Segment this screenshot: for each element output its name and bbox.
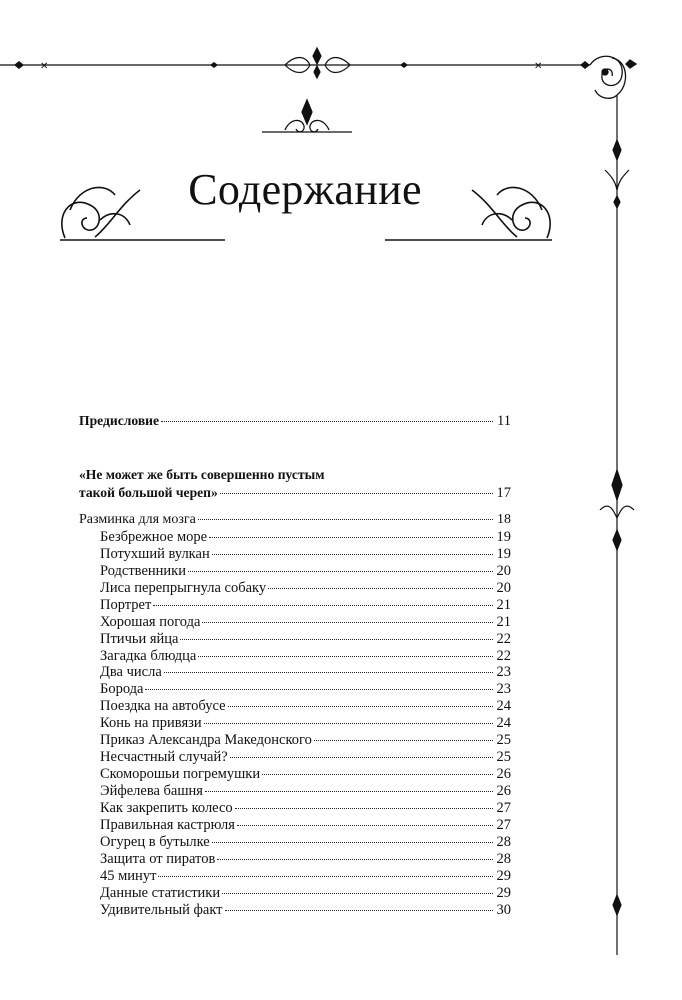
toc-entry-label: Конь на привязи bbox=[100, 715, 202, 732]
toc-entry-label: Родственники bbox=[100, 562, 186, 579]
toc-entry-label: Поездка на автобусе bbox=[100, 698, 226, 715]
toc-entry-label: Портрет bbox=[100, 596, 152, 613]
toc-entry bbox=[79, 783, 511, 800]
leader-dots bbox=[235, 808, 493, 809]
toc-entry-page: 24 bbox=[496, 698, 511, 715]
toc-entry bbox=[79, 868, 511, 885]
toc-entry bbox=[79, 817, 511, 834]
toc-entry bbox=[79, 800, 511, 817]
toc-entry-label: Несчастный случай? bbox=[100, 749, 228, 766]
leader-dots bbox=[180, 639, 493, 640]
toc-entry-label: Загадка блюдца bbox=[100, 647, 197, 664]
leader-dots bbox=[212, 554, 493, 555]
leader-dots bbox=[204, 723, 493, 724]
toc-entry-page: 11 bbox=[497, 413, 511, 429]
toc-entry-page: 20 bbox=[496, 562, 511, 579]
svg-text:✕: ✕ bbox=[40, 61, 49, 72]
toc-entry bbox=[79, 664, 511, 681]
toc-entry-page: 24 bbox=[496, 715, 511, 732]
toc-entry-label: Лиса перепрыгнула собаку bbox=[100, 579, 267, 596]
toc-entry-page: 20 bbox=[496, 579, 511, 596]
leader-dots bbox=[164, 672, 493, 673]
toc-entry-page: 25 bbox=[496, 749, 511, 766]
leader-dots bbox=[222, 893, 493, 894]
toc-entry-label: Предисловие bbox=[79, 413, 160, 428]
toc-entry-label: Безбрежное море bbox=[100, 528, 208, 545]
toc-entry-page: 19 bbox=[496, 528, 511, 545]
title-top-ornament bbox=[262, 100, 352, 132]
leader-dots bbox=[161, 421, 493, 422]
toc-entry bbox=[79, 648, 511, 665]
toc-entry bbox=[79, 546, 511, 563]
leader-dots bbox=[188, 571, 493, 572]
toc-entry-label: Удивительный факт bbox=[100, 901, 223, 918]
toc-entry bbox=[79, 715, 511, 732]
toc-entry-label: Защита от пиратов bbox=[100, 850, 216, 867]
leader-dots bbox=[198, 656, 493, 657]
toc-entry-page: 19 bbox=[496, 545, 511, 562]
toc-entry bbox=[79, 631, 511, 648]
leader-dots bbox=[220, 493, 493, 494]
toc-subitems bbox=[79, 529, 511, 919]
toc-entry bbox=[79, 834, 511, 851]
toc-entry bbox=[79, 885, 511, 902]
toc-entry-label: Хорошая погода bbox=[100, 613, 201, 630]
toc-entry-page: 25 bbox=[496, 732, 511, 749]
toc-entry-label: Приказ Александра Македонского bbox=[100, 732, 312, 749]
leader-dots bbox=[198, 519, 493, 520]
toc-entry-label: Два числа bbox=[100, 664, 162, 681]
toc-entry-label: Разминка для мозга bbox=[79, 512, 196, 527]
toc-entry-page: 18 bbox=[497, 512, 511, 527]
leader-dots bbox=[209, 537, 493, 538]
toc-entry-page: 26 bbox=[496, 783, 511, 799]
toc-entry bbox=[79, 732, 511, 749]
toc-entry-label: Потухший вулкан bbox=[100, 545, 210, 562]
top-center-ornament bbox=[285, 48, 350, 78]
toc-entry-page: 28 bbox=[496, 833, 511, 850]
toc-entry bbox=[79, 597, 511, 614]
toc-entry-label: Скоморошьи погремушки bbox=[100, 766, 261, 783]
toc-entry-page: 26 bbox=[496, 766, 511, 783]
toc-entry-page: 29 bbox=[496, 867, 511, 884]
toc-entry-page: 27 bbox=[496, 816, 511, 833]
toc-entry-page: 22 bbox=[496, 630, 511, 647]
toc-entry bbox=[79, 902, 511, 919]
toc-entry-page: 28 bbox=[496, 850, 511, 867]
toc-entry bbox=[79, 749, 511, 766]
leader-dots bbox=[145, 689, 493, 690]
toc-entry bbox=[79, 681, 511, 698]
toc-entry-label: Огурец в бутылке bbox=[100, 833, 210, 850]
toc-entry-page: 21 bbox=[496, 613, 511, 630]
leader-dots bbox=[158, 876, 493, 877]
table-of-contents bbox=[79, 412, 511, 919]
toc-entry-page: 30 bbox=[496, 901, 511, 918]
leader-dots bbox=[212, 842, 493, 843]
toc-entry-label-line2: такой большой череп» bbox=[79, 485, 218, 500]
toc-entry-page: 27 bbox=[496, 799, 511, 816]
toc-entry bbox=[79, 698, 511, 715]
toc-entry-chapter bbox=[79, 466, 511, 502]
toc-entry-label: 45 минут bbox=[100, 867, 157, 884]
corner-flourish bbox=[590, 56, 636, 98]
toc-entry bbox=[79, 529, 511, 546]
toc-entry-label: Как закрепить колесо bbox=[100, 799, 233, 816]
toc-entry-section bbox=[79, 512, 511, 529]
toc-entry-preface bbox=[79, 412, 511, 430]
toc-entry-label: Данные статистики bbox=[100, 884, 221, 901]
page-title: Содержание bbox=[188, 165, 422, 214]
leader-dots bbox=[230, 757, 493, 758]
leader-dots bbox=[237, 825, 493, 826]
toc-entry bbox=[79, 580, 511, 597]
leader-dots bbox=[268, 588, 493, 589]
toc-entry-page: 29 bbox=[496, 884, 511, 901]
top-rule-ornaments bbox=[14, 61, 590, 72]
leader-dots bbox=[228, 706, 493, 707]
leader-dots bbox=[202, 622, 493, 623]
toc-entry-page: 21 bbox=[496, 596, 511, 613]
leader-dots bbox=[262, 774, 493, 775]
leader-dots bbox=[314, 740, 493, 741]
leader-dots bbox=[153, 605, 493, 606]
toc-entry bbox=[79, 851, 511, 868]
toc-entry-page: 17 bbox=[496, 485, 511, 501]
toc-entry-label: Эйфелева башня bbox=[100, 783, 203, 799]
toc-entry-label: Птичьи яйца bbox=[100, 630, 179, 647]
leader-dots bbox=[225, 910, 493, 911]
toc-entry bbox=[79, 563, 511, 580]
leader-dots bbox=[205, 791, 493, 792]
toc-entry-label: Правильная кастрюля bbox=[100, 816, 235, 833]
toc-entry-page: 22 bbox=[496, 647, 511, 664]
toc-entry-label: Борода bbox=[100, 681, 144, 698]
toc-entry bbox=[79, 766, 511, 783]
toc-entry-label-line1: «Не может же быть совершенно пустым bbox=[79, 467, 325, 482]
svg-text:✕: ✕ bbox=[534, 61, 543, 72]
toc-entry-page: 23 bbox=[496, 664, 511, 681]
toc-entry-page: 23 bbox=[496, 681, 511, 698]
leader-dots bbox=[217, 859, 493, 860]
toc-entry bbox=[79, 614, 511, 631]
